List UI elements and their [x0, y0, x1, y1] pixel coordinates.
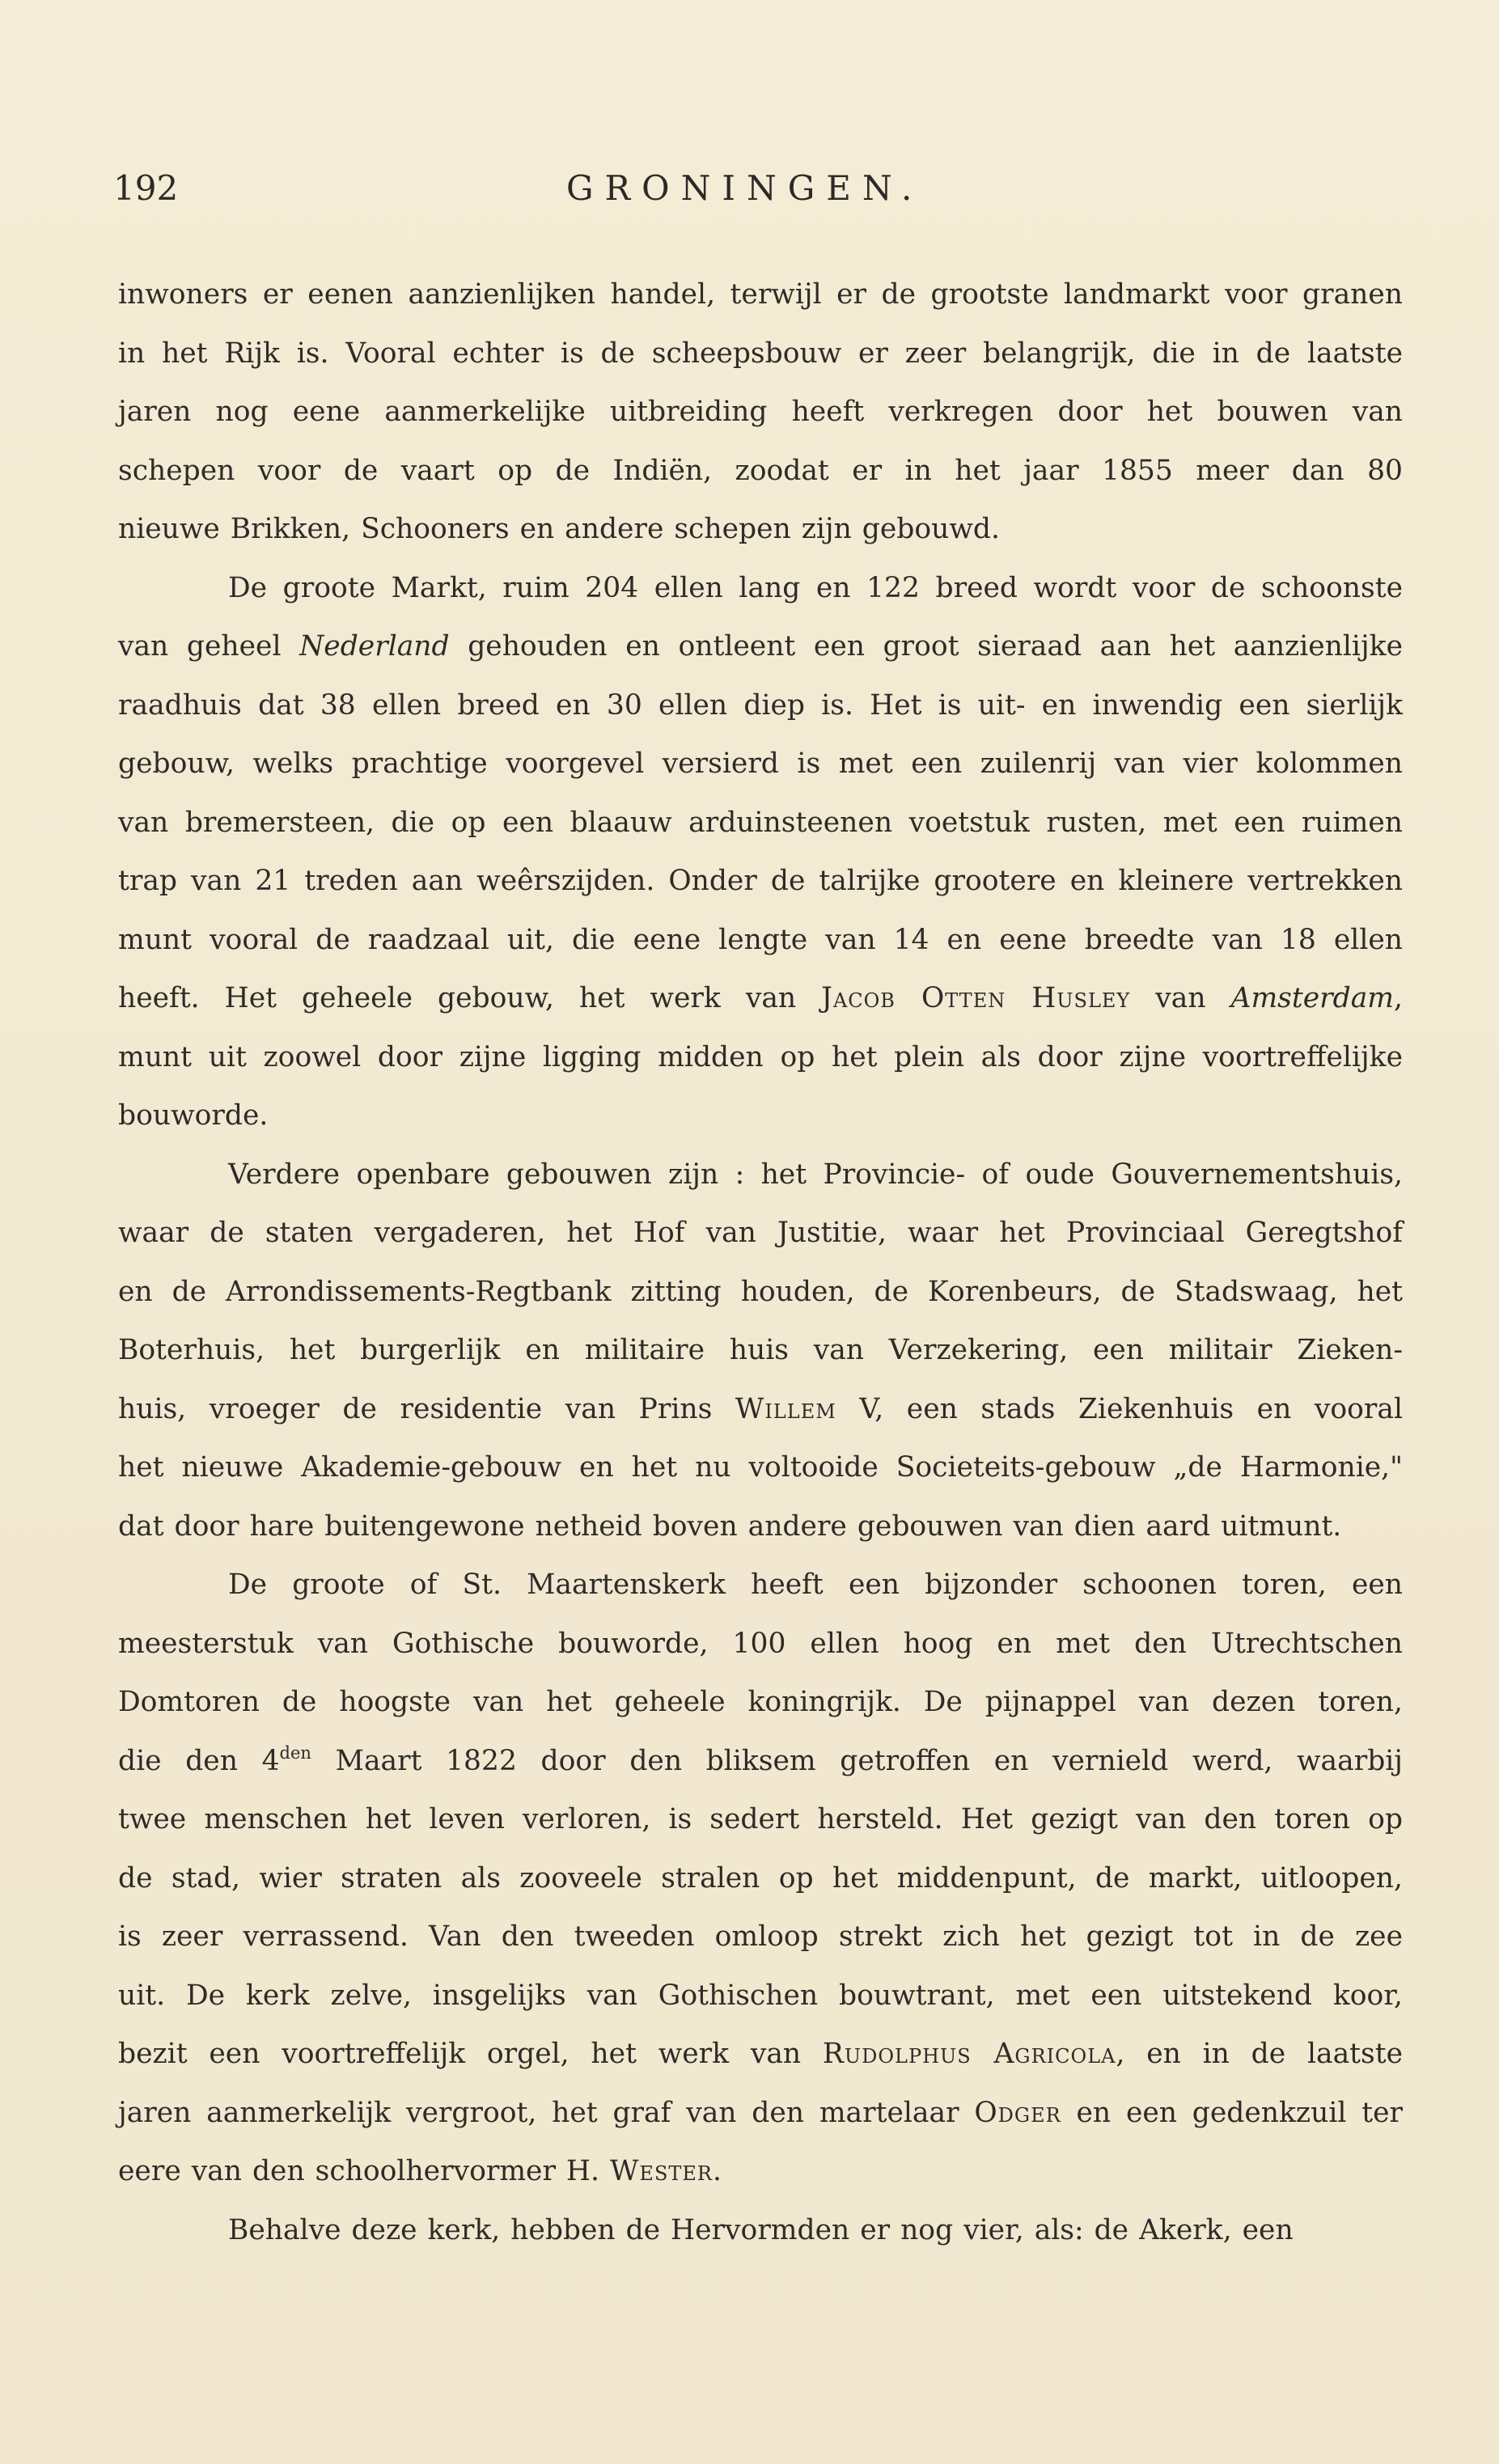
text-run: meesterstuk van Gothische bouworde, 100 ellen hoog en met den Utrechtschen: [118, 1627, 1403, 1660]
italic-term: Nederland: [299, 630, 450, 663]
page-number: 192: [113, 168, 179, 208]
text-line: [118, 324, 1403, 383]
text-line: [118, 911, 1403, 970]
text-line: [118, 1380, 1403, 1439]
text-line: [118, 2084, 1403, 2143]
text-run: eere van den schoolhervormer H.: [118, 2155, 610, 2187]
text-line: [118, 1907, 1403, 1967]
paragraph: [118, 265, 1403, 559]
text-run: bezit een voortreffelijk orgel, het werk van: [118, 2038, 823, 2070]
text-line: [118, 1673, 1403, 1732]
text-run: heeft. Het geheele gebouw, het werk van: [118, 982, 822, 1014]
text-run: van: [1130, 982, 1231, 1014]
text-run: gebouw, welks prachtige voorgevel versierd is met een zuilenrij van vier kolommen: [118, 747, 1403, 780]
text-run: jaren nog eene aanmerkelijke uitbreiding heeft verkregen door het bouwen van: [118, 396, 1403, 428]
text-run: twee menschen het leven verloren, is sedert hersteld. Het gezigt van den toren op: [118, 1803, 1403, 1835]
text-line: [118, 1028, 1403, 1087]
text-run: van geheel: [118, 630, 300, 663]
paragraph: [118, 1556, 1403, 2201]
text-line: [118, 852, 1403, 911]
text-run: huis, vroeger de residentie van Prins: [118, 1392, 735, 1425]
text-run: bouworde.: [118, 1099, 269, 1132]
text-line: [118, 1556, 1403, 1615]
running-title: GRONINGEN.: [566, 168, 924, 208]
text-run: Boterhuis, het burgerlijk en militaire huis van Verzekering, een militair Zieken-: [118, 1334, 1403, 1366]
text-line: [118, 1790, 1403, 1849]
text-run: schepen voor de vaart op de Indiën, zoodat er in het jaar 1855 meer dan 80: [118, 454, 1403, 487]
name-smallcaps: Rudolphus Agricola: [822, 2038, 1116, 2070]
text-line: [118, 1263, 1403, 1322]
text-run: raadhuis dat 38 ellen breed en 30 ellen diep is. Het is uit- en inwendig een sierlijk: [118, 688, 1403, 722]
text-line: [118, 265, 1403, 324]
body-text: [118, 265, 1403, 2259]
text-run: jaren aanmerkelijk vergroot, het graf van den martelaar: [118, 2096, 975, 2129]
text-run: inwoners er eenen aanzienlijken handel, terwijl er de grootste landmarkt voor granen: [118, 278, 1403, 311]
text-line: [118, 1967, 1403, 2026]
text-run: De groote Markt, ruim 204 ellen lang en 122 breed wordt voor de schoonste: [228, 571, 1403, 604]
text-run: V, een stads Ziekenhuis en vooral: [836, 1392, 1403, 1425]
text-run: Domtoren de hoogste van het geheele koningrijk. De pijnappel van dezen toren,: [118, 1686, 1403, 1718]
superscript: den: [279, 1742, 311, 1763]
text-line: [118, 442, 1403, 501]
text-line: [118, 383, 1403, 442]
text-run: Behalve deze kerk, hebben de Hervormden er nog vier, als: de Akerk, een: [228, 2213, 1294, 2246]
text-run: waar de staten vergaderen, het Hof van Justitie, waar het Provinciaal Geregtshof: [118, 1217, 1403, 1249]
text-run: De groote of St. Maartenskerk heeft een bijzonder schoonen toren, een: [228, 1569, 1403, 1601]
text-run: Verdere openbare gebouwen zijn : het Provincie- of oude Gouvernementshuis,: [228, 1158, 1403, 1191]
text-run: .: [713, 2155, 722, 2187]
text-line: [118, 2142, 1403, 2201]
text-line: [118, 1849, 1403, 1908]
text-run: uit. De kerk zelve, insgelijks van Gothischen bouwtrant, met een uitstekend koor,: [118, 1979, 1403, 2012]
text-line: [118, 1086, 1403, 1145]
text-run: en de Arrondissements-Regtbank zitting houden, de Korenbeurs, de Stadswaag, het: [118, 1275, 1403, 1308]
text-line: [118, 2025, 1403, 2084]
text-run: , en in de laatste: [1116, 2038, 1403, 2070]
text-run: van bremersteen, die op een blaauw arduinsteenen voetstuk rusten, met een ruimen: [118, 806, 1403, 839]
name-smallcaps: Willem: [735, 1392, 836, 1425]
text-run: gehouden en ontleent een groot sieraad aan het aanzienlijke: [449, 630, 1403, 663]
text-line: [118, 1145, 1403, 1204]
paragraph: [118, 559, 1403, 1145]
text-run: nieuwe Brikken, Schooners en andere schepen zijn gebouwd.: [118, 513, 1000, 545]
text-line: [118, 969, 1403, 1028]
italic-term: Amsterdam: [1230, 982, 1395, 1014]
text-line: [118, 676, 1403, 735]
text-line: [118, 2201, 1403, 2260]
text-run: Maart 1822 door den bliksem getroffen en vernield werd, waarbij: [311, 1744, 1404, 1777]
name-smallcaps: Odger: [974, 2096, 1061, 2129]
text-line: [118, 1497, 1403, 1556]
paragraph: [118, 1145, 1403, 1556]
text-run: ,: [1394, 982, 1403, 1014]
text-line: [118, 1204, 1403, 1263]
text-run: is zeer verrassend. Van den tweeden omloop strekt zich het gezigt tot in de zee: [118, 1920, 1403, 1953]
text-line: [118, 794, 1403, 853]
text-line: [118, 500, 1403, 559]
text-run: en een gedenkzuil ter: [1061, 2096, 1403, 2129]
paragraph: [118, 2201, 1403, 2260]
name-smallcaps: Wester: [609, 2155, 713, 2187]
running-head: [113, 168, 1408, 217]
text-run: die den 4: [118, 1744, 280, 1777]
text-run: munt uit zoowel door zijne ligging midden op het plein als door zijne voortreffelijke: [118, 1040, 1403, 1073]
text-run: de stad, wier straten als zooveele stralen op het middenpunt, de markt, uitloopen,: [118, 1861, 1403, 1895]
text-line: [118, 559, 1403, 618]
text-run: trap van 21 treden aan weêrszijden. Onder de talrijke grootere en kleinere vertrekken: [118, 865, 1403, 897]
name-smallcaps: Jacob Otten Husley: [821, 982, 1131, 1014]
text-line: [118, 617, 1403, 676]
text-line: [118, 1732, 1403, 1791]
text-run: het nieuwe Akademie-gebouw en het nu voltooide Societeits-gebouw „de Harmonie,": [118, 1451, 1403, 1484]
text-run: dat door hare buitengewone netheid boven andere gebouwen van dien aard uitmunt.: [118, 1509, 1342, 1543]
text-run: munt vooral de raadzaal uit, die eene lengte van 14 en eene breedte van 18 ellen: [118, 923, 1403, 956]
text-line: [118, 1438, 1403, 1497]
text-line: [118, 735, 1403, 794]
text-run: in het Rijk is. Vooral echter is de scheepsbouw er zeer belangrijk, die in de laatste: [118, 337, 1403, 370]
text-line: [118, 1615, 1403, 1674]
text-line: [118, 1321, 1403, 1380]
